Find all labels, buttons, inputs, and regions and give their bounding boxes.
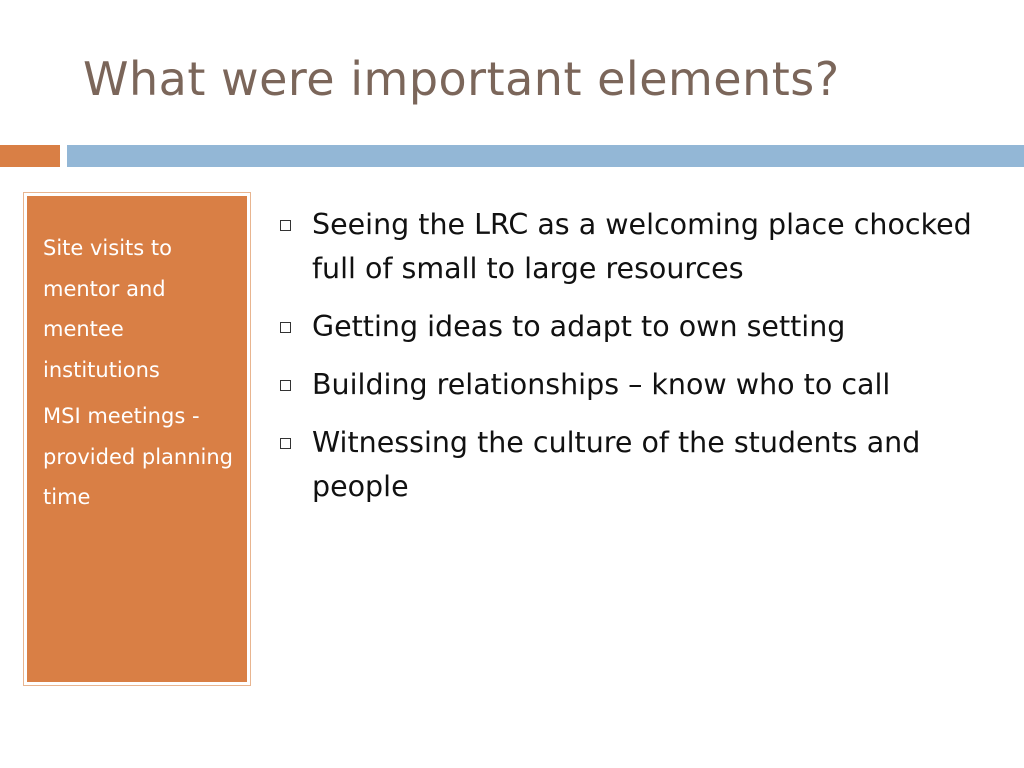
accent-bar-orange bbox=[0, 145, 60, 167]
bullet-item bbox=[278, 305, 998, 349]
square-bullet-icon bbox=[280, 220, 291, 231]
sidebar-paragraph: MSI meetings -provided planning time bbox=[43, 404, 233, 509]
bullet-text: Building relationships – know who to call bbox=[312, 368, 891, 401]
accent-bar-blue bbox=[67, 145, 1024, 167]
sidebar-paragraph: Site visits to mentor and mentee institutions bbox=[43, 236, 172, 382]
sidebar-box bbox=[23, 192, 251, 686]
bullet-item bbox=[278, 203, 998, 291]
bullet-list bbox=[278, 203, 998, 523]
bullet-text: Getting ideas to adapt to own setting bbox=[312, 310, 846, 343]
square-bullet-icon bbox=[280, 438, 291, 449]
slide-title: What were important elements? bbox=[83, 52, 840, 106]
square-bullet-icon bbox=[280, 380, 291, 391]
bullet-text: Witnessing the culture of the students and people bbox=[312, 426, 921, 503]
bullet-item bbox=[278, 421, 998, 509]
sidebar-box-fill bbox=[27, 196, 247, 682]
bullet-item bbox=[278, 363, 998, 407]
square-bullet-icon bbox=[280, 322, 291, 333]
sidebar-text bbox=[43, 228, 233, 524]
bullet-text: Seeing the LRC as a welcoming place chocked full of small to large resources bbox=[312, 208, 972, 285]
